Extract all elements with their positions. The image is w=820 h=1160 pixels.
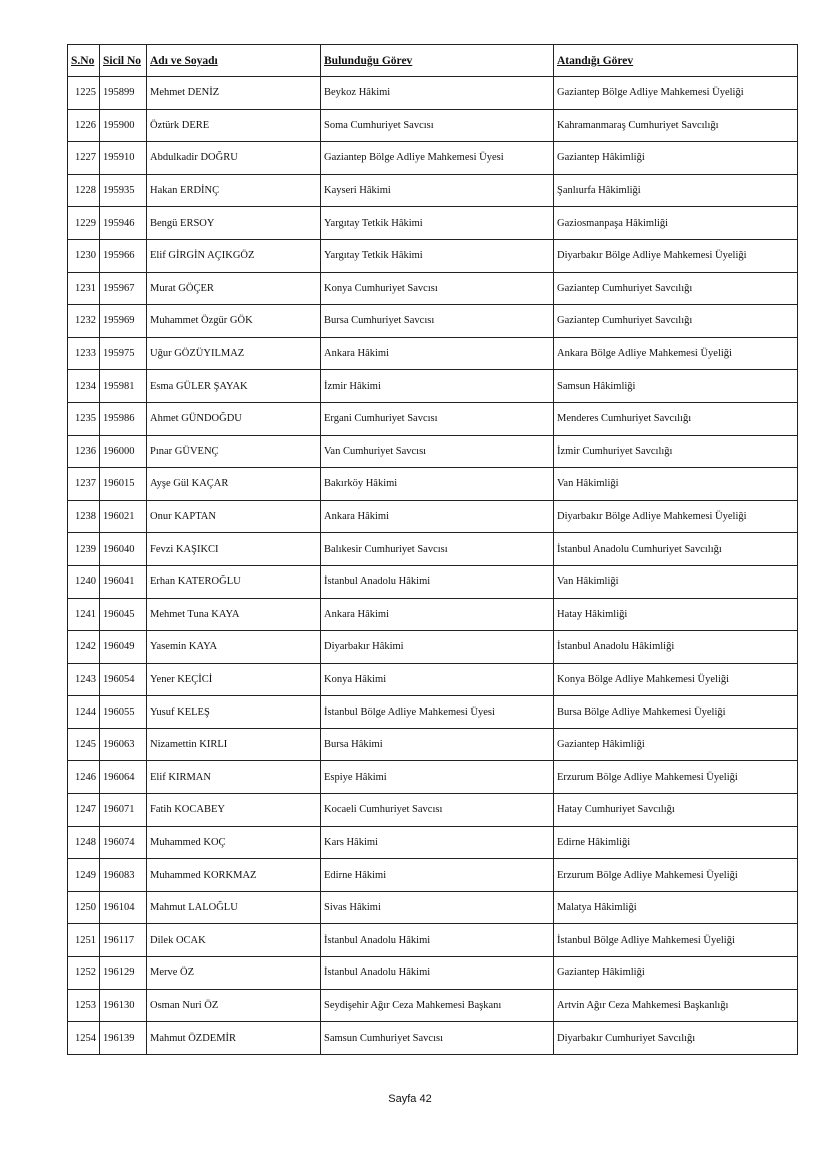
- cell-current-position: Kars Hâkimi: [321, 826, 554, 859]
- cell-current-position: Espiye Hâkimi: [321, 761, 554, 794]
- cell-name: Yasemin KAYA: [147, 631, 321, 664]
- cell-current-position: Kocaeli Cumhuriyet Savcısı: [321, 794, 554, 827]
- header-current-position: Bulunduğu Görev: [321, 45, 554, 77]
- cell-sno: 1232: [68, 305, 100, 338]
- cell-name: Mahmut LALOĞLU: [147, 891, 321, 924]
- table-row: [68, 598, 798, 631]
- cell-sicil-no: 196064: [100, 761, 147, 794]
- cell-assigned-position: Erzurum Bölge Adliye Mahkemesi Üyeliği: [554, 761, 798, 794]
- cell-assigned-position: Gaziantep Hâkimliği: [554, 957, 798, 990]
- cell-name: Mehmet Tuna KAYA: [147, 598, 321, 631]
- table-row: [68, 305, 798, 338]
- cell-sicil-no: 195981: [100, 370, 147, 403]
- cell-current-position: Gaziantep Bölge Adliye Mahkemesi Üyesi: [321, 142, 554, 175]
- table-row: [68, 500, 798, 533]
- table-row: [68, 761, 798, 794]
- cell-sno: 1246: [68, 761, 100, 794]
- cell-sicil-no: 196055: [100, 696, 147, 729]
- cell-current-position: Ankara Hâkimi: [321, 598, 554, 631]
- cell-name: Yener KEÇİCİ: [147, 663, 321, 696]
- cell-sicil-no: 195986: [100, 402, 147, 435]
- cell-sno: 1231: [68, 272, 100, 305]
- cell-sicil-no: 196054: [100, 663, 147, 696]
- cell-assigned-position: Van Hâkimliği: [554, 468, 798, 501]
- table-row: [68, 565, 798, 598]
- header-assigned-position: Atandığı Görev: [554, 45, 798, 77]
- table-row: [68, 663, 798, 696]
- cell-assigned-position: Gaziantep Cumhuriyet Savcılığı: [554, 272, 798, 305]
- cell-current-position: Diyarbakır Hâkimi: [321, 631, 554, 664]
- cell-name: Elif KIRMAN: [147, 761, 321, 794]
- table-row: [68, 370, 798, 403]
- cell-sicil-no: 196139: [100, 1022, 147, 1055]
- cell-assigned-position: Erzurum Bölge Adliye Mahkemesi Üyeliği: [554, 859, 798, 892]
- cell-sno: 1239: [68, 533, 100, 566]
- table-row: [68, 533, 798, 566]
- cell-name: Mehmet DENİZ: [147, 77, 321, 110]
- cell-sicil-no: 195946: [100, 207, 147, 240]
- cell-sicil-no: 196130: [100, 989, 147, 1022]
- cell-sicil-no: 195969: [100, 305, 147, 338]
- table-row: [68, 989, 798, 1022]
- cell-current-position: Balıkesir Cumhuriyet Savcısı: [321, 533, 554, 566]
- cell-assigned-position: İstanbul Bölge Adliye Mahkemesi Üyeliği: [554, 924, 798, 957]
- table-row: [68, 142, 798, 175]
- cell-sno: 1229: [68, 207, 100, 240]
- cell-current-position: Ankara Hâkimi: [321, 337, 554, 370]
- cell-name: Ahmet GÜNDOĞDU: [147, 402, 321, 435]
- cell-assigned-position: Diyarbakır Cumhuriyet Savcılığı: [554, 1022, 798, 1055]
- header-row: [68, 45, 798, 77]
- cell-sicil-no: 196045: [100, 598, 147, 631]
- cell-assigned-position: İstanbul Anadolu Cumhuriyet Savcılığı: [554, 533, 798, 566]
- cell-sno: 1248: [68, 826, 100, 859]
- table-row: [68, 728, 798, 761]
- header-sno: S.No: [68, 45, 100, 77]
- cell-current-position: Bakırköy Hâkimi: [321, 468, 554, 501]
- cell-assigned-position: Kahramanmaraş Cumhuriyet Savcılığı: [554, 109, 798, 142]
- table-row: [68, 631, 798, 664]
- cell-sno: 1242: [68, 631, 100, 664]
- cell-sicil-no: 196104: [100, 891, 147, 924]
- cell-name: Yusuf KELEŞ: [147, 696, 321, 729]
- cell-assigned-position: Bursa Bölge Adliye Mahkemesi Üyeliği: [554, 696, 798, 729]
- cell-name: Muhammet Özgür GÖK: [147, 305, 321, 338]
- cell-name: Onur KAPTAN: [147, 500, 321, 533]
- cell-sno: 1247: [68, 794, 100, 827]
- cell-current-position: İstanbul Anadolu Hâkimi: [321, 957, 554, 990]
- cell-name: Nizamettin KIRLI: [147, 728, 321, 761]
- cell-assigned-position: Van Hâkimliği: [554, 565, 798, 598]
- cell-name: Fevzi KAŞIKCI: [147, 533, 321, 566]
- table-row: [68, 337, 798, 370]
- cell-sicil-no: 196063: [100, 728, 147, 761]
- cell-assigned-position: Gaziosmanpaşa Hâkimliği: [554, 207, 798, 240]
- cell-current-position: İzmir Hâkimi: [321, 370, 554, 403]
- cell-sno: 1234: [68, 370, 100, 403]
- cell-current-position: İstanbul Bölge Adliye Mahkemesi Üyesi: [321, 696, 554, 729]
- table-row: [68, 957, 798, 990]
- cell-name: Hakan ERDİNÇ: [147, 174, 321, 207]
- cell-assigned-position: Diyarbakır Bölge Adliye Mahkemesi Üyeliği: [554, 239, 798, 272]
- cell-name: Mahmut ÖZDEMİR: [147, 1022, 321, 1055]
- cell-current-position: Bursa Cumhuriyet Savcısı: [321, 305, 554, 338]
- cell-sicil-no: 195900: [100, 109, 147, 142]
- cell-current-position: Bursa Hâkimi: [321, 728, 554, 761]
- cell-sno: 1245: [68, 728, 100, 761]
- cell-assigned-position: Ankara Bölge Adliye Mahkemesi Üyeliği: [554, 337, 798, 370]
- cell-name: Muhammed KORKMAZ: [147, 859, 321, 892]
- cell-current-position: Sivas Hâkimi: [321, 891, 554, 924]
- table-row: [68, 468, 798, 501]
- header-sicil-no: Sicil No: [100, 45, 147, 77]
- cell-sno: 1227: [68, 142, 100, 175]
- cell-name: Murat GÖÇER: [147, 272, 321, 305]
- header-name: Adı ve Soyadı: [147, 45, 321, 77]
- cell-assigned-position: İstanbul Anadolu Hâkimliği: [554, 631, 798, 664]
- table-row: [68, 77, 798, 110]
- table-row: [68, 402, 798, 435]
- cell-sno: 1254: [68, 1022, 100, 1055]
- cell-name: Uğur GÖZÜYILMAZ: [147, 337, 321, 370]
- table-row: [68, 239, 798, 272]
- table-row: [68, 1022, 798, 1055]
- cell-sicil-no: 196071: [100, 794, 147, 827]
- cell-sicil-no: 196117: [100, 924, 147, 957]
- cell-sicil-no: 195910: [100, 142, 147, 175]
- cell-assigned-position: Malatya Hâkimliği: [554, 891, 798, 924]
- cell-sicil-no: 196040: [100, 533, 147, 566]
- cell-sno: 1236: [68, 435, 100, 468]
- table-row: [68, 924, 798, 957]
- cell-current-position: Ankara Hâkimi: [321, 500, 554, 533]
- cell-sicil-no: 195975: [100, 337, 147, 370]
- cell-name: Erhan KATEROĞLU: [147, 565, 321, 598]
- cell-assigned-position: Gaziantep Cumhuriyet Savcılığı: [554, 305, 798, 338]
- cell-current-position: Edirne Hâkimi: [321, 859, 554, 892]
- cell-sicil-no: 195967: [100, 272, 147, 305]
- cell-name: Bengü ERSOY: [147, 207, 321, 240]
- table-row: [68, 696, 798, 729]
- page-number: Sayfa 42: [388, 1093, 432, 1105]
- cell-current-position: İstanbul Anadolu Hâkimi: [321, 924, 554, 957]
- table-body: [68, 77, 798, 1055]
- cell-sicil-no: 195966: [100, 239, 147, 272]
- table-row: [68, 207, 798, 240]
- table-row: [68, 109, 798, 142]
- cell-assigned-position: Hatay Cumhuriyet Savcılığı: [554, 794, 798, 827]
- cell-assigned-position: Menderes Cumhuriyet Savcılığı: [554, 402, 798, 435]
- cell-sno: 1228: [68, 174, 100, 207]
- cell-name: Dilek OCAK: [147, 924, 321, 957]
- cell-current-position: Kayseri Hâkimi: [321, 174, 554, 207]
- cell-name: Öztürk DERE: [147, 109, 321, 142]
- cell-current-position: Samsun Cumhuriyet Savcısı: [321, 1022, 554, 1055]
- cell-assigned-position: Samsun Hâkimliği: [554, 370, 798, 403]
- cell-current-position: Konya Hâkimi: [321, 663, 554, 696]
- table-row: [68, 174, 798, 207]
- cell-assigned-position: Şanlıurfa Hâkimliği: [554, 174, 798, 207]
- cell-assigned-position: İzmir Cumhuriyet Savcılığı: [554, 435, 798, 468]
- cell-sno: 1244: [68, 696, 100, 729]
- cell-sno: 1237: [68, 468, 100, 501]
- cell-name: Osman Nuri ÖZ: [147, 989, 321, 1022]
- cell-sicil-no: 196015: [100, 468, 147, 501]
- table-row: [68, 435, 798, 468]
- appointment-table: [67, 44, 798, 1055]
- cell-sno: 1250: [68, 891, 100, 924]
- cell-current-position: Konya Cumhuriyet Savcısı: [321, 272, 554, 305]
- cell-sicil-no: 196074: [100, 826, 147, 859]
- cell-sno: 1230: [68, 239, 100, 272]
- cell-assigned-position: Gaziantep Hâkimliği: [554, 728, 798, 761]
- cell-name: Merve ÖZ: [147, 957, 321, 990]
- cell-assigned-position: Hatay Hâkimliği: [554, 598, 798, 631]
- cell-assigned-position: Diyarbakır Bölge Adliye Mahkemesi Üyeliği: [554, 500, 798, 533]
- cell-assigned-position: Gaziantep Hâkimliği: [554, 142, 798, 175]
- cell-sno: 1240: [68, 565, 100, 598]
- cell-assigned-position: Edirne Hâkimliği: [554, 826, 798, 859]
- cell-sno: 1243: [68, 663, 100, 696]
- table-row: [68, 891, 798, 924]
- cell-current-position: Ergani Cumhuriyet Savcısı: [321, 402, 554, 435]
- cell-sno: 1241: [68, 598, 100, 631]
- cell-name: Esma GÜLER ŞAYAK: [147, 370, 321, 403]
- cell-name: Ayşe Gül KAÇAR: [147, 468, 321, 501]
- table-row: [68, 794, 798, 827]
- cell-sicil-no: 195899: [100, 77, 147, 110]
- cell-sno: 1252: [68, 957, 100, 990]
- cell-assigned-position: Artvin Ağır Ceza Mahkemesi Başkanlığı: [554, 989, 798, 1022]
- cell-sno: 1225: [68, 77, 100, 110]
- table-header: [68, 45, 798, 77]
- cell-current-position: Seydişehir Ağır Ceza Mahkemesi Başkanı: [321, 989, 554, 1022]
- cell-assigned-position: Gaziantep Bölge Adliye Mahkemesi Üyeliği: [554, 77, 798, 110]
- cell-sicil-no: 196021: [100, 500, 147, 533]
- cell-assigned-position: Konya Bölge Adliye Mahkemesi Üyeliği: [554, 663, 798, 696]
- cell-sicil-no: 196049: [100, 631, 147, 664]
- cell-name: Muhammed KOÇ: [147, 826, 321, 859]
- table-row: [68, 826, 798, 859]
- cell-name: Abdulkadir DOĞRU: [147, 142, 321, 175]
- cell-name: Fatih KOCABEY: [147, 794, 321, 827]
- cell-sicil-no: 196083: [100, 859, 147, 892]
- cell-name: Elif GİRGİN AÇIKGÖZ: [147, 239, 321, 272]
- cell-sicil-no: 195935: [100, 174, 147, 207]
- cell-name: Pınar GÜVENÇ: [147, 435, 321, 468]
- cell-sicil-no: 196000: [100, 435, 147, 468]
- cell-sno: 1249: [68, 859, 100, 892]
- cell-sno: 1238: [68, 500, 100, 533]
- cell-sicil-no: 196041: [100, 565, 147, 598]
- cell-current-position: Yargıtay Tetkik Hâkimi: [321, 207, 554, 240]
- cell-current-position: İstanbul Anadolu Hâkimi: [321, 565, 554, 598]
- cell-current-position: Beykoz Hâkimi: [321, 77, 554, 110]
- cell-sno: 1253: [68, 989, 100, 1022]
- table-row: [68, 859, 798, 892]
- cell-sno: 1226: [68, 109, 100, 142]
- cell-sno: 1251: [68, 924, 100, 957]
- cell-sno: 1233: [68, 337, 100, 370]
- cell-current-position: Soma Cumhuriyet Savcısı: [321, 109, 554, 142]
- table-row: [68, 272, 798, 305]
- cell-sicil-no: 196129: [100, 957, 147, 990]
- cell-current-position: Yargıtay Tetkik Hâkimi: [321, 239, 554, 272]
- cell-current-position: Van Cumhuriyet Savcısı: [321, 435, 554, 468]
- cell-sno: 1235: [68, 402, 100, 435]
